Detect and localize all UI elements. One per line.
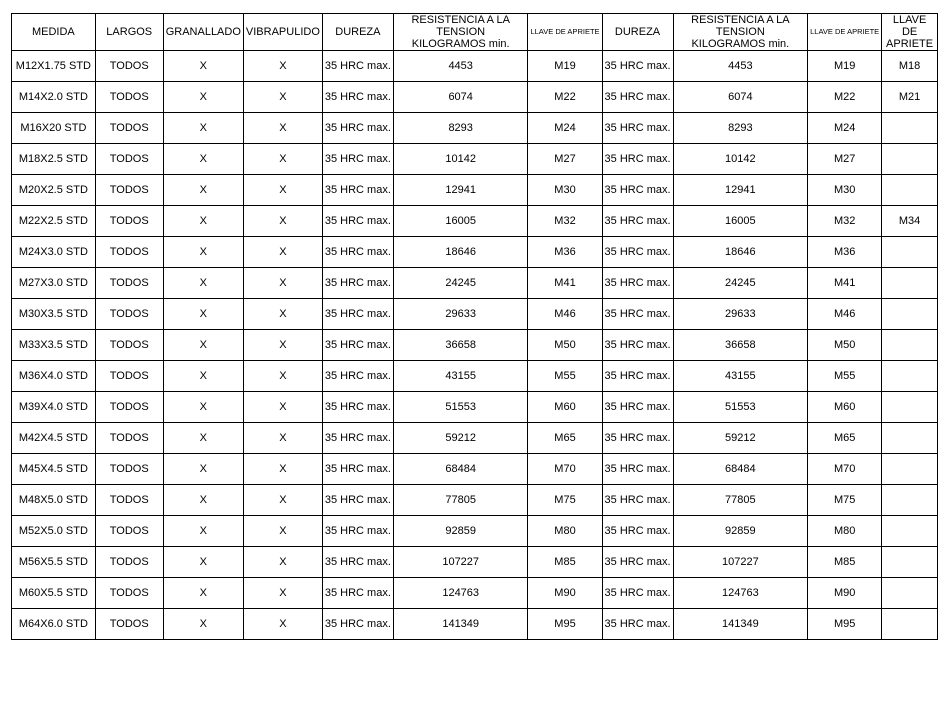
cell-granallado: X	[163, 516, 243, 547]
cell-resistencia: 10142	[393, 144, 528, 175]
cell-dureza-2: 35 HRC max.	[602, 206, 673, 237]
cell-resistencia-2: 59212	[673, 423, 808, 454]
cell-vibrapulido: X	[243, 547, 322, 578]
cell-dureza: 35 HRC max.	[322, 547, 393, 578]
header-dureza-2: DUREZA	[602, 14, 673, 51]
cell-llave-de-apriete-2: M80	[808, 516, 882, 547]
cell-medida: M48X5.0 STD	[12, 485, 96, 516]
cell-dureza-2: 35 HRC max.	[602, 237, 673, 268]
table-row	[12, 237, 938, 268]
cell-resistencia-2: 8293	[673, 113, 808, 144]
cell-vibrapulido: X	[243, 392, 322, 423]
cell-vibrapulido: X	[243, 268, 322, 299]
cell-medida: M64X6.0 STD	[12, 609, 96, 640]
cell-llave-de-apriete: M27	[528, 144, 602, 175]
cell-granallado: X	[163, 144, 243, 175]
cell-largos: TODOS	[95, 268, 163, 299]
cell-llave-de-apriete-3: M34	[882, 206, 938, 237]
cell-llave-de-apriete-3	[882, 454, 938, 485]
cell-resistencia: 68484	[393, 454, 528, 485]
cell-medida: M18X2.5 STD	[12, 144, 96, 175]
cell-llave-de-apriete-3	[882, 330, 938, 361]
cell-dureza-2: 35 HRC max.	[602, 454, 673, 485]
cell-vibrapulido: X	[243, 51, 322, 82]
cell-resistencia: 4453	[393, 51, 528, 82]
cell-llave-de-apriete-3	[882, 423, 938, 454]
header-row	[12, 14, 938, 51]
cell-dureza-2: 35 HRC max.	[602, 175, 673, 206]
cell-largos: TODOS	[95, 237, 163, 268]
cell-largos: TODOS	[95, 361, 163, 392]
table-row	[12, 485, 938, 516]
cell-largos: TODOS	[95, 485, 163, 516]
cell-medida: M30X3.5 STD	[12, 299, 96, 330]
cell-medida: M56X5.5 STD	[12, 547, 96, 578]
cell-largos: TODOS	[95, 82, 163, 113]
cell-vibrapulido: X	[243, 423, 322, 454]
cell-resistencia: 16005	[393, 206, 528, 237]
cell-resistencia: 36658	[393, 330, 528, 361]
table-row	[12, 299, 938, 330]
header-resistencia	[393, 14, 528, 51]
cell-vibrapulido: X	[243, 82, 322, 113]
cell-granallado: X	[163, 51, 243, 82]
cell-vibrapulido: X	[243, 206, 322, 237]
cell-granallado: X	[163, 268, 243, 299]
cell-resistencia-2: 24245	[673, 268, 808, 299]
cell-vibrapulido: X	[243, 578, 322, 609]
cell-largos: TODOS	[95, 144, 163, 175]
cell-llave-de-apriete-2: M24	[808, 113, 882, 144]
cell-medida: M33X3.5 STD	[12, 330, 96, 361]
cell-llave-de-apriete: M32	[528, 206, 602, 237]
cell-vibrapulido: X	[243, 516, 322, 547]
cell-llave-de-apriete-3	[882, 547, 938, 578]
cell-resistencia-2: 43155	[673, 361, 808, 392]
cell-granallado: X	[163, 578, 243, 609]
table-row	[12, 175, 938, 206]
cell-llave-de-apriete: M70	[528, 454, 602, 485]
cell-vibrapulido: X	[243, 113, 322, 144]
cell-largos: TODOS	[95, 454, 163, 485]
cell-dureza: 35 HRC max.	[322, 454, 393, 485]
cell-resistencia-2: 36658	[673, 330, 808, 361]
cell-dureza-2: 35 HRC max.	[602, 82, 673, 113]
cell-granallado: X	[163, 547, 243, 578]
cell-medida: M12X1.75 STD	[12, 51, 96, 82]
header-resistencia-line2: KILOGRAMOS min.	[411, 38, 510, 51]
cell-llave-de-apriete-3	[882, 485, 938, 516]
cell-dureza: 35 HRC max.	[322, 361, 393, 392]
cell-largos: TODOS	[95, 51, 163, 82]
cell-resistencia-2: 68484	[673, 454, 808, 485]
table-row	[12, 454, 938, 485]
cell-resistencia-2: 92859	[673, 516, 808, 547]
cell-dureza: 35 HRC max.	[322, 268, 393, 299]
cell-medida: M22X2.5 STD	[12, 206, 96, 237]
cell-llave-de-apriete-3: M21	[882, 82, 938, 113]
table-row	[12, 578, 938, 609]
cell-vibrapulido: X	[243, 330, 322, 361]
table-row	[12, 392, 938, 423]
cell-llave-de-apriete-2: M65	[808, 423, 882, 454]
cell-dureza: 35 HRC max.	[322, 485, 393, 516]
cell-llave-de-apriete: M65	[528, 423, 602, 454]
cell-granallado: X	[163, 609, 243, 640]
cell-dureza: 35 HRC max.	[322, 299, 393, 330]
cell-llave-de-apriete: M24	[528, 113, 602, 144]
cell-llave-de-apriete: M41	[528, 268, 602, 299]
cell-resistencia: 8293	[393, 113, 528, 144]
cell-vibrapulido: X	[243, 454, 322, 485]
cell-llave-de-apriete-3	[882, 609, 938, 640]
header-resistencia-line1: RESISTENCIA A LA TENSION	[411, 14, 510, 39]
cell-dureza: 35 HRC max.	[322, 144, 393, 175]
cell-resistencia-2: 107227	[673, 547, 808, 578]
cell-medida: M36X4.0 STD	[12, 361, 96, 392]
cell-medida: M24X3.0 STD	[12, 237, 96, 268]
header-llave-3-line2: APRIETE	[886, 38, 934, 51]
cell-llave-de-apriete-2: M32	[808, 206, 882, 237]
cell-llave-de-apriete-3	[882, 578, 938, 609]
cell-dureza: 35 HRC max.	[322, 113, 393, 144]
cell-largos: TODOS	[95, 175, 163, 206]
cell-llave-de-apriete-2: M36	[808, 237, 882, 268]
cell-largos: TODOS	[95, 113, 163, 144]
header-llave-de-apriete-2: LLAVE DE APRIETE	[808, 14, 882, 51]
table-body	[12, 51, 938, 640]
cell-dureza: 35 HRC max.	[322, 609, 393, 640]
header-llave-3-line1: LLAVE DE	[892, 14, 927, 39]
cell-llave-de-apriete-3	[882, 299, 938, 330]
cell-dureza: 35 HRC max.	[322, 51, 393, 82]
cell-llave-de-apriete-2: M27	[808, 144, 882, 175]
cell-largos: TODOS	[95, 578, 163, 609]
header-resistencia-2-line2: KILOGRAMOS min.	[691, 38, 790, 51]
cell-dureza-2: 35 HRC max.	[602, 361, 673, 392]
cell-medida: M16X20 STD	[12, 113, 96, 144]
cell-resistencia: 6074	[393, 82, 528, 113]
header-resistencia-2	[673, 14, 808, 51]
table-row	[12, 268, 938, 299]
cell-largos: TODOS	[95, 392, 163, 423]
cell-llave-de-apriete: M60	[528, 392, 602, 423]
cell-dureza-2: 35 HRC max.	[602, 51, 673, 82]
cell-llave-de-apriete-2: M41	[808, 268, 882, 299]
cell-medida: M52X5.0 STD	[12, 516, 96, 547]
cell-dureza-2: 35 HRC max.	[602, 578, 673, 609]
cell-llave-de-apriete-2: M85	[808, 547, 882, 578]
cell-medida: M27X3.0 STD	[12, 268, 96, 299]
cell-dureza-2: 35 HRC max.	[602, 299, 673, 330]
cell-granallado: X	[163, 330, 243, 361]
cell-medida: M14X2.0 STD	[12, 82, 96, 113]
cell-llave-de-apriete-2: M75	[808, 485, 882, 516]
cell-llave-de-apriete: M36	[528, 237, 602, 268]
header-resistencia-2-line1: RESISTENCIA A LA TENSION	[691, 14, 790, 39]
cell-dureza: 35 HRC max.	[322, 82, 393, 113]
cell-resistencia-2: 6074	[673, 82, 808, 113]
table-row	[12, 51, 938, 82]
cell-resistencia-2: 18646	[673, 237, 808, 268]
cell-vibrapulido: X	[243, 299, 322, 330]
cell-llave-de-apriete-3	[882, 361, 938, 392]
cell-vibrapulido: X	[243, 361, 322, 392]
cell-medida: M39X4.0 STD	[12, 392, 96, 423]
cell-largos: TODOS	[95, 547, 163, 578]
cell-resistencia: 24245	[393, 268, 528, 299]
cell-vibrapulido: X	[243, 144, 322, 175]
cell-dureza-2: 35 HRC max.	[602, 392, 673, 423]
header-llave-de-apriete-3	[882, 14, 938, 51]
cell-granallado: X	[163, 175, 243, 206]
cell-dureza-2: 35 HRC max.	[602, 485, 673, 516]
cell-medida: M45X4.5 STD	[12, 454, 96, 485]
cell-llave-de-apriete-3	[882, 175, 938, 206]
cell-dureza: 35 HRC max.	[322, 516, 393, 547]
cell-llave-de-apriete-3	[882, 392, 938, 423]
cell-dureza: 35 HRC max.	[322, 392, 393, 423]
cell-llave-de-apriete-3	[882, 113, 938, 144]
cell-dureza: 35 HRC max.	[322, 423, 393, 454]
cell-largos: TODOS	[95, 299, 163, 330]
cell-granallado: X	[163, 82, 243, 113]
cell-llave-de-apriete: M30	[528, 175, 602, 206]
cell-dureza-2: 35 HRC max.	[602, 609, 673, 640]
cell-dureza: 35 HRC max.	[322, 330, 393, 361]
header-dureza: DUREZA	[322, 14, 393, 51]
table-row	[12, 516, 938, 547]
cell-resistencia: 77805	[393, 485, 528, 516]
bolt-spec-table	[11, 13, 938, 640]
cell-resistencia: 43155	[393, 361, 528, 392]
cell-resistencia: 12941	[393, 175, 528, 206]
table-row	[12, 423, 938, 454]
cell-llave-de-apriete: M22	[528, 82, 602, 113]
header-llave-de-apriete: LLAVE DE APRIETE	[528, 14, 602, 51]
cell-llave-de-apriete-3	[882, 268, 938, 299]
header-vibrapulido: VIBRAPULIDO	[243, 14, 322, 51]
cell-resistencia-2: 4453	[673, 51, 808, 82]
cell-llave-de-apriete-2: M95	[808, 609, 882, 640]
cell-resistencia-2: 29633	[673, 299, 808, 330]
cell-llave-de-apriete: M95	[528, 609, 602, 640]
cell-resistencia-2: 124763	[673, 578, 808, 609]
cell-resistencia: 59212	[393, 423, 528, 454]
cell-llave-de-apriete-2: M50	[808, 330, 882, 361]
cell-dureza-2: 35 HRC max.	[602, 423, 673, 454]
table-row	[12, 82, 938, 113]
cell-largos: TODOS	[95, 609, 163, 640]
cell-dureza-2: 35 HRC max.	[602, 547, 673, 578]
cell-llave-de-apriete: M19	[528, 51, 602, 82]
cell-largos: TODOS	[95, 423, 163, 454]
cell-granallado: X	[163, 454, 243, 485]
cell-granallado: X	[163, 206, 243, 237]
header-granallado: GRANALLADO	[163, 14, 243, 51]
cell-llave-de-apriete-2: M60	[808, 392, 882, 423]
table-row	[12, 547, 938, 578]
cell-dureza-2: 35 HRC max.	[602, 113, 673, 144]
cell-resistencia-2: 77805	[673, 485, 808, 516]
cell-resistencia: 29633	[393, 299, 528, 330]
cell-medida: M42X4.5 STD	[12, 423, 96, 454]
cell-llave-de-apriete: M55	[528, 361, 602, 392]
cell-llave-de-apriete: M50	[528, 330, 602, 361]
cell-llave-de-apriete: M90	[528, 578, 602, 609]
cell-dureza-2: 35 HRC max.	[602, 516, 673, 547]
cell-dureza-2: 35 HRC max.	[602, 144, 673, 175]
header-medida: MEDIDA	[12, 14, 96, 51]
cell-resistencia: 92859	[393, 516, 528, 547]
cell-llave-de-apriete-2: M19	[808, 51, 882, 82]
table-row	[12, 609, 938, 640]
table-row	[12, 144, 938, 175]
cell-resistencia: 107227	[393, 547, 528, 578]
cell-llave-de-apriete: M46	[528, 299, 602, 330]
cell-granallado: X	[163, 392, 243, 423]
cell-granallado: X	[163, 299, 243, 330]
cell-resistencia: 124763	[393, 578, 528, 609]
cell-largos: TODOS	[95, 516, 163, 547]
table-row	[12, 361, 938, 392]
cell-resistencia: 51553	[393, 392, 528, 423]
cell-medida: M60X5.5 STD	[12, 578, 96, 609]
cell-llave-de-apriete-3	[882, 237, 938, 268]
cell-granallado: X	[163, 485, 243, 516]
cell-largos: TODOS	[95, 206, 163, 237]
cell-llave-de-apriete-2: M55	[808, 361, 882, 392]
table-row	[12, 113, 938, 144]
cell-llave-de-apriete: M75	[528, 485, 602, 516]
cell-dureza: 35 HRC max.	[322, 578, 393, 609]
cell-medida: M20X2.5 STD	[12, 175, 96, 206]
cell-llave-de-apriete: M85	[528, 547, 602, 578]
cell-llave-de-apriete-3: M18	[882, 51, 938, 82]
cell-llave-de-apriete: M80	[528, 516, 602, 547]
cell-dureza: 35 HRC max.	[322, 206, 393, 237]
cell-resistencia-2: 12941	[673, 175, 808, 206]
header-largos: LARGOS	[95, 14, 163, 51]
cell-largos: TODOS	[95, 330, 163, 361]
cell-resistencia-2: 10142	[673, 144, 808, 175]
cell-llave-de-apriete-2: M30	[808, 175, 882, 206]
cell-vibrapulido: X	[243, 237, 322, 268]
cell-granallado: X	[163, 237, 243, 268]
cell-resistencia-2: 141349	[673, 609, 808, 640]
cell-dureza-2: 35 HRC max.	[602, 268, 673, 299]
cell-dureza-2: 35 HRC max.	[602, 330, 673, 361]
cell-llave-de-apriete-2: M46	[808, 299, 882, 330]
cell-dureza: 35 HRC max.	[322, 175, 393, 206]
cell-resistencia-2: 51553	[673, 392, 808, 423]
cell-vibrapulido: X	[243, 485, 322, 516]
cell-granallado: X	[163, 113, 243, 144]
cell-vibrapulido: X	[243, 175, 322, 206]
cell-resistencia: 141349	[393, 609, 528, 640]
cell-vibrapulido: X	[243, 609, 322, 640]
cell-dureza: 35 HRC max.	[322, 237, 393, 268]
cell-llave-de-apriete-3	[882, 144, 938, 175]
table-row	[12, 206, 938, 237]
cell-llave-de-apriete-2: M70	[808, 454, 882, 485]
cell-resistencia-2: 16005	[673, 206, 808, 237]
cell-granallado: X	[163, 361, 243, 392]
cell-llave-de-apriete-3	[882, 516, 938, 547]
cell-granallado: X	[163, 423, 243, 454]
cell-resistencia: 18646	[393, 237, 528, 268]
cell-llave-de-apriete-2: M90	[808, 578, 882, 609]
table-row	[12, 330, 938, 361]
cell-llave-de-apriete-2: M22	[808, 82, 882, 113]
